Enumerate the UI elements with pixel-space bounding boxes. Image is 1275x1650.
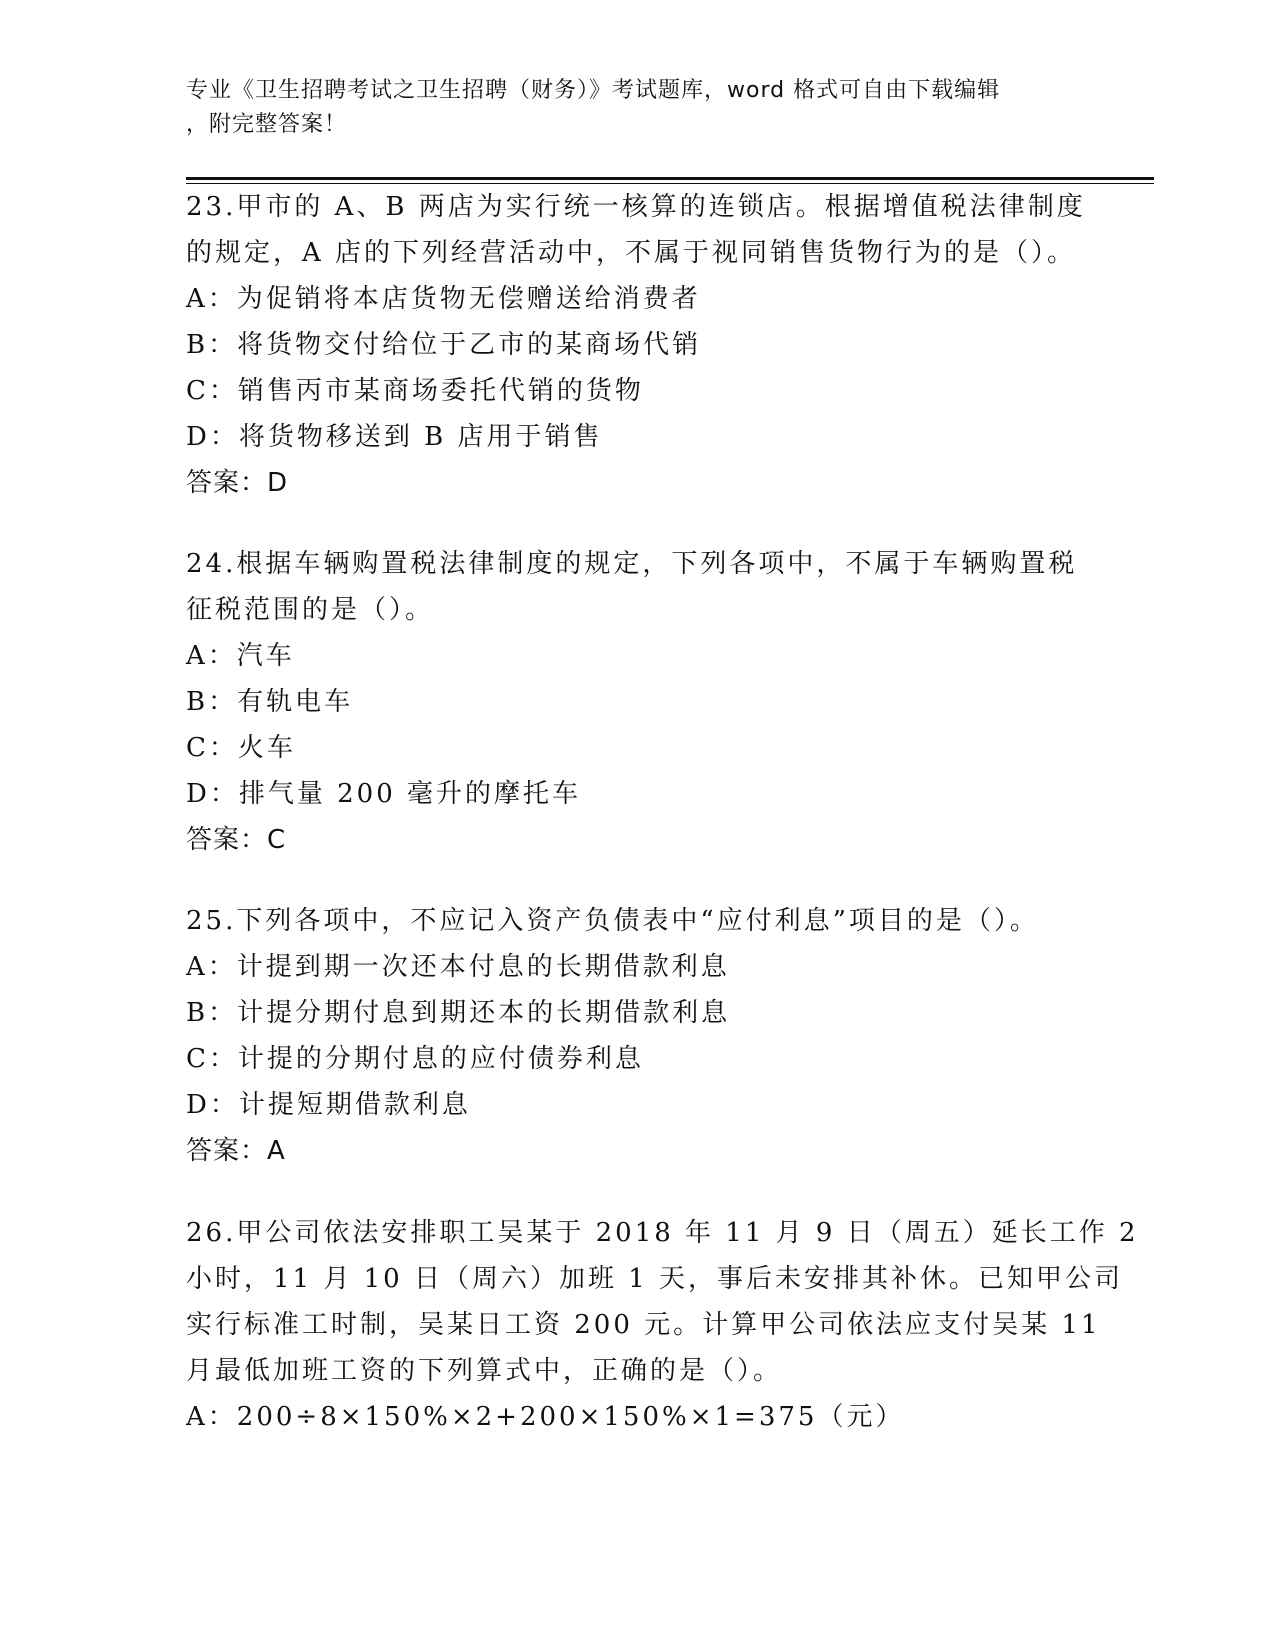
question-stem-line: 23.甲市的 A、B 两店为实行统一核算的连锁店。根据增值税法律制度 [186, 192, 1086, 222]
question-26 [186, 1210, 1139, 1440]
option-a: A：计提到期一次还本付息的长期借款利息 [186, 952, 730, 982]
option-c: C：火车 [186, 733, 296, 763]
answer-label: 答案：C [186, 825, 287, 855]
question-stem-line: 征税范围的是（）。 [186, 595, 435, 625]
question-24 [186, 541, 1086, 863]
question-stem-line: 小时，11 月 10 日（周六）加班 1 天，事后未安排其补休。已知甲公司 [186, 1264, 1124, 1294]
question-23 [186, 184, 1086, 506]
option-d: D：计提短期借款利息 [186, 1090, 471, 1120]
option-c: C：销售丙市某商场委托代销的货物 [186, 376, 644, 406]
question-stem-line: 实行标准工时制，吴某日工资 200 元。计算甲公司依法应支付吴某 11 [186, 1310, 1101, 1340]
option-a: A：200÷8×150%×2+200×150%×1=375（元） [186, 1402, 905, 1432]
header-line-2: ，附完整答案！ [186, 112, 348, 137]
option-b: B：将货物交付给位于乙市的某商场代销 [186, 330, 702, 360]
question-stem-line: 24.根据车辆购置税法律制度的规定，下列各项中，不属于车辆购置税 [186, 549, 1078, 579]
question-stem-line: 26.甲公司依法安排职工吴某于 2018 年 11 月 9 日（周五）延长工作 2 [186, 1218, 1139, 1248]
answer-label: 答案：A [186, 1136, 286, 1166]
option-d: D：排气量 200 毫升的摩托车 [186, 779, 582, 809]
option-a: A：为促销将本店货物无偿赠送给消费者 [186, 284, 701, 314]
header-rule-thick [186, 177, 1154, 180]
option-a: A：汽车 [186, 641, 295, 671]
question-stem-line: 的规定，A 店的下列经营活动中，不属于视同销售货物行为的是（）。 [186, 238, 1077, 268]
answer-label: 答案：D [186, 468, 289, 498]
question-25 [186, 898, 1086, 1174]
question-stem-line: 月最低加班工资的下列算式中，正确的是（）。 [186, 1356, 783, 1386]
option-b: B：有轨电车 [186, 687, 354, 717]
option-b: B：计提分期付息到期还本的长期借款利息 [186, 998, 731, 1028]
header-line-1: 专业《卫生招聘考试之卫生招聘（财务）》考试题库，word 格式可自由下载编辑 [186, 78, 1001, 103]
document-header [186, 74, 1066, 142]
option-d: D：将货物移送到 B 店用于销售 [186, 422, 603, 452]
option-c: C：计提的分期付息的应付债券利息 [186, 1044, 644, 1074]
question-stem-line: 25.下列各项中，不应记入资产负债表中“应付利息”项目的是（）。 [186, 906, 1039, 936]
